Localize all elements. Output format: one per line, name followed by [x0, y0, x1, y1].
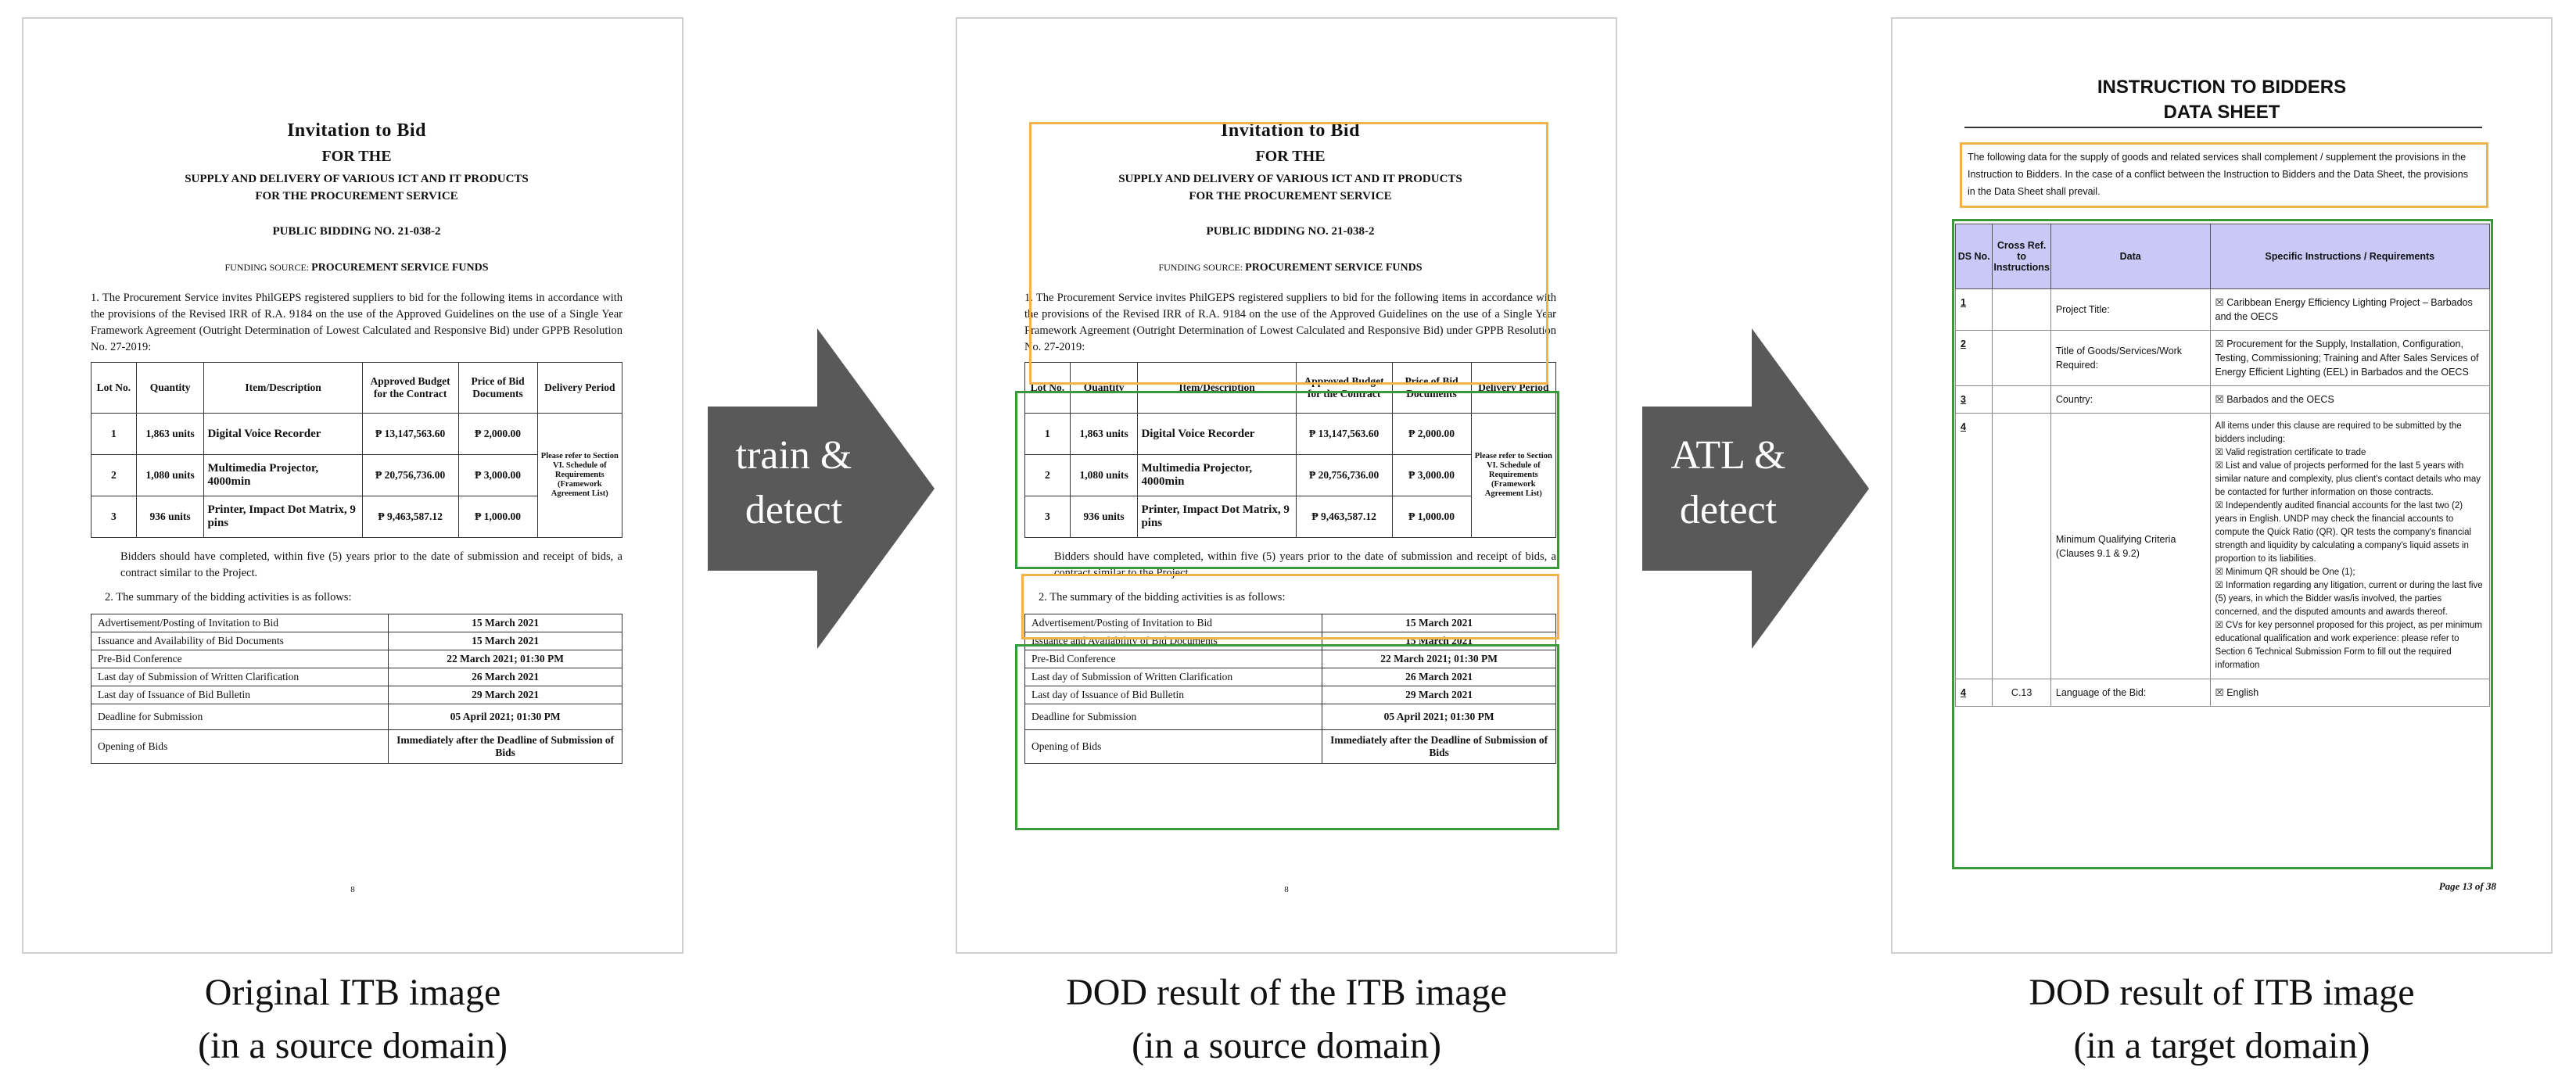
arrow-label-line: train &	[735, 433, 852, 478]
funding-value: PROCUREMENT SERVICE FUNDS	[1245, 262, 1423, 274]
price-cell: ₱ 1,000.00	[458, 496, 537, 538]
arrow-label-1	[708, 428, 880, 538]
title-divider	[1964, 127, 2482, 128]
page-number: 8	[350, 885, 355, 894]
activity-value: Immediately after the Deadline of Submission of Bids	[1322, 730, 1556, 764]
itb-para-1: 1. The Procurement Service invites PhilGEPS registered suppliers to bid for the following items in accordance with the provisions of the Revised IRR of R.A. 9184 on the use of the Approved Guidelines on the use of a Single Year Framework Agreement (Outright Determination of Lowest Calculated and Responsive Bid) under GPPB Resolution No. 27-2019:	[1024, 292, 1556, 353]
lot-cell: 2	[91, 455, 137, 496]
activity-value: 29 March 2021	[1322, 686, 1556, 704]
col-header: Quantity	[1070, 363, 1138, 414]
activity-value: 05 April 2021; 01:30 PM	[1322, 704, 1556, 730]
activity-value: 26 March 2021	[389, 668, 622, 686]
detected-text-region	[1960, 142, 2488, 208]
ds-req: ☒ Procurement for the Supply, Installation, Configuration, Testing, Commissioning; Training and After Sales Services of Energy Efficient Lighting (EEL) in Barbados and the OECS	[2210, 331, 2489, 386]
activity-value: 15 March 2021	[1322, 614, 1556, 632]
activity-label: Advertisement/Posting of Invitation to Bid	[1025, 614, 1322, 632]
ds-no: 1	[1956, 289, 1993, 331]
activity-label: Deadline for Submission	[1025, 704, 1322, 730]
items-table	[91, 362, 622, 538]
activity-label: Last day of Submission of Written Clarification	[1025, 668, 1322, 686]
activity-label: Opening of Bids	[1025, 730, 1322, 764]
itb-public-bidding: PUBLIC BIDDING NO. 21-038-2	[1206, 225, 1375, 238]
col-header: Item/Description	[204, 363, 362, 414]
itb-for: FOR THE	[1255, 148, 1326, 165]
abc-cell: ₱ 20,756,736.00	[362, 455, 458, 496]
activity-label: Pre-Bid Conference	[1025, 650, 1322, 668]
qty-cell: 936 units	[1070, 496, 1138, 538]
detected-text-region	[1029, 122, 1548, 385]
ds-no: 4	[1956, 679, 1993, 707]
ds-no: 2	[1956, 331, 1993, 386]
abc-cell: ₱ 20,756,736.00	[1296, 455, 1392, 496]
table-row	[91, 668, 622, 686]
activity-value: 22 March 2021; 01:30 PM	[389, 650, 622, 668]
lot-cell: 3	[1025, 496, 1071, 538]
activity-value: 29 March 2021	[389, 686, 622, 704]
abc-cell: ₱ 9,463,587.12	[362, 496, 458, 538]
lot-cell: 2	[1025, 455, 1071, 496]
col-header: Cross Ref. to Instructions	[1993, 224, 2051, 289]
ds-ref: C.13	[1993, 679, 2051, 707]
caption-dod-source	[956, 966, 1617, 1073]
activity-value: 15 March 2021	[1322, 632, 1556, 650]
activities-table	[91, 614, 622, 764]
lot-cell: 1	[91, 414, 137, 455]
activity-value: 26 March 2021	[1322, 668, 1556, 686]
qty-cell: 1,080 units	[136, 455, 204, 496]
table-row	[91, 704, 622, 730]
col-header: Lot No.	[91, 363, 137, 414]
col-header: Specific Instructions / Requirements	[2210, 224, 2489, 289]
table-row	[91, 686, 622, 704]
price-cell: ₱ 3,000.00	[1392, 455, 1471, 496]
activity-label: Last day of Issuance of Bid Bulletin	[1025, 686, 1322, 704]
desc-cell: Digital Voice Recorder	[1138, 414, 1296, 455]
itb-subtitle-1: SUPPLY AND DELIVERY OF VARIOUS ICT AND IT PRODUCTS	[1118, 173, 1462, 185]
delivery-cell: Please refer to Section VI. Schedule of Requirements (Framework Agreement List)	[1471, 414, 1555, 538]
table-row	[91, 650, 622, 668]
ds-req: ☒ Caribbean Energy Efficiency Lighting Project – Barbados and the OECS	[2210, 289, 2489, 331]
activity-value: Immediately after the Deadline of Submission of Bids	[389, 730, 622, 764]
funding-value: PROCUREMENT SERVICE FUNDS	[311, 262, 489, 274]
itb-para-2: 2. The summary of the bidding activities is as follows:	[105, 591, 352, 604]
ds-no: 4	[1956, 414, 1993, 679]
col-header: Quantity	[136, 363, 204, 414]
dod-source-page	[956, 17, 1617, 954]
arrow-label-line: detect	[1679, 488, 1778, 532]
col-header: Approved Budget for the Contract	[362, 363, 458, 414]
funding-label: FUNDING SOURCE:	[1158, 262, 1243, 273]
col-header: Delivery Period	[537, 363, 622, 414]
detected-text-region	[1021, 574, 1559, 639]
caption-line: (in a source domain)	[1132, 1025, 1441, 1066]
itb-para-bidders: Bidders should have completed, within five (5) years prior to the date of submission and receipt of bids, a contract similar to the Project.	[120, 550, 622, 579]
itb-para-2: 2. The summary of the bidding activities is as follows:	[1039, 591, 1286, 604]
col-header: Approved Budget for the Contract	[1296, 363, 1392, 414]
qty-cell: 1,863 units	[1070, 414, 1138, 455]
activity-label: Last day of Submission of Written Clarification	[91, 668, 389, 686]
itb-subtitle-2: FOR THE PROCUREMENT SERVICE	[1189, 190, 1392, 202]
datasheet-title	[1893, 75, 2551, 125]
itb-para-1: 1. The Procurement Service invites PhilGEPS registered suppliers to bid for the following items in accordance with the provisions of the Revised IRR of R.A. 9184 on the use of the Approved Guidelines on the use of a Single Year Framework Agreement (Outright Determination of Lowest Calculated and Responsive Bid) under GPPB Resolution No. 27-2019:	[91, 292, 622, 353]
activity-label: Opening of Bids	[91, 730, 389, 764]
datasheet-intro: The following data for the supply of goods and related services shall complement / supplement the provisions in the Instruction to Bidders. In the case of a conflict between the Instruction to Bidders and the Data Sheet, the provisions in the Data Sheet shall prevail.	[1968, 152, 2468, 197]
arrow-label-2	[1642, 428, 1814, 538]
ds-data: Minimum Qualifying Criteria (Clauses 9.1 & 9.2)	[2050, 414, 2210, 679]
col-header: Price of Bid Documents	[1392, 363, 1471, 414]
activity-label: Advertisement/Posting of Invitation to Bid	[91, 614, 389, 632]
itb-public-bidding: PUBLIC BIDDING NO. 21-038-2	[272, 225, 441, 238]
table-row	[91, 730, 622, 764]
detected-table-region	[1952, 219, 2493, 869]
desc-cell: Multimedia Projector, 4000min	[204, 455, 362, 496]
activity-value: 15 March 2021	[389, 632, 622, 650]
arrow-label-line: detect	[744, 488, 843, 532]
table-row	[91, 614, 622, 632]
caption-line: (in a target domain)	[2073, 1025, 2370, 1066]
lot-cell: 3	[91, 496, 137, 538]
abc-cell: ₱ 13,147,563.60	[1296, 414, 1392, 455]
itb-funding	[91, 262, 622, 274]
desc-cell: Multimedia Projector, 4000min	[1138, 455, 1296, 496]
qty-cell: 936 units	[136, 496, 204, 538]
activity-value: 05 April 2021; 01:30 PM	[389, 704, 622, 730]
abc-cell: ₱ 13,147,563.60	[362, 414, 458, 455]
ds-req: ☒ Barbados and the OECS	[2210, 386, 2489, 414]
col-header: Lot No.	[1025, 363, 1071, 414]
activity-value: 15 March 2021	[389, 614, 622, 632]
col-header: Delivery Period	[1471, 363, 1555, 414]
qty-cell: 1,080 units	[1070, 455, 1138, 496]
caption-original	[22, 966, 683, 1073]
price-cell: ₱ 3,000.00	[458, 455, 537, 496]
activity-label: Pre-Bid Conference	[91, 650, 389, 668]
datasheet-title-line: DATA SHEET	[2163, 102, 2280, 123]
page-indicator: Page 13 of 38	[2438, 880, 2496, 892]
dod-target-page	[1891, 17, 2553, 954]
activity-value: 22 March 2021; 01:30 PM	[1322, 650, 1556, 668]
ds-data: Project Title:	[2050, 289, 2210, 331]
datasheet-title-line: INSTRUCTION TO BIDDERS	[2097, 77, 2347, 98]
itb-para-bidders: Bidders should have completed, within five (5) years prior to the date of submission and receipt of bids, a contract similar to the Project.	[1054, 550, 1556, 579]
desc-cell: Printer, Impact Dot Matrix, 9 pins	[1138, 496, 1296, 538]
ds-data: Title of Goods/Services/Work Required:	[2050, 331, 2210, 386]
itb-subtitle-2: FOR THE PROCUREMENT SERVICE	[255, 190, 458, 202]
desc-cell: Printer, Impact Dot Matrix, 9 pins	[204, 496, 362, 538]
ds-data: Country:	[2050, 386, 2210, 414]
page-number: 8	[1284, 885, 1289, 894]
desc-cell: Digital Voice Recorder	[204, 414, 362, 455]
price-cell: ₱ 2,000.00	[1392, 414, 1471, 455]
detected-table-region	[1015, 644, 1559, 830]
abc-cell: ₱ 9,463,587.12	[1296, 496, 1392, 538]
original-itb-page	[22, 17, 683, 954]
itb-title: Invitation to Bid	[1221, 120, 1360, 141]
arrow-label-line: ATL &	[1670, 433, 1786, 478]
col-header: DS No.	[1956, 224, 1993, 289]
itb-content	[91, 120, 622, 764]
detected-table-region	[1015, 391, 1559, 569]
ds-no: 3	[1956, 386, 1993, 414]
caption-line: Original ITB image	[204, 972, 501, 1013]
activity-label: Issuance and Availability of Bid Documents	[1025, 632, 1322, 650]
col-header: Price of Bid Documents	[458, 363, 537, 414]
activity-label: Last day of Issuance of Bid Bulletin	[91, 686, 389, 704]
table-row	[91, 414, 622, 455]
caption-line: DOD result of ITB image	[2029, 972, 2415, 1013]
ds-req: All items under this clause are required to be submitted by the bidders including: ☒ Valid registration certificate to trade ☒ List and value of projects performed for the last 5 years with similar nature and complexity, plus client's contact details who may be contacted for further information on those contracts. ☒ Independently audited financial accounts for the last two (2) years in English. UNDP may check the financial accounts to compute the Quick Ratio (QR). QR tests the company's financial strength and liquidity by calculating a company's liquid assets in proportion to its liabilities. ☒ Minimum QR should be One (1); ☒ Information regarding any litigation, current or during the last five (5) years, in which the Bidder was/is involved, the parties concerned, and the disputed amounts and awards thereof. ☒ CVs for key personnel proposed for this project, as per minimum educational qualification and work experience: please refer to Section 6 Technical Submission Form to fill out the required information	[2210, 414, 2489, 679]
activity-label: Issuance and Availability of Bid Documents	[91, 632, 389, 650]
price-cell: ₱ 2,000.00	[458, 414, 537, 455]
table-row	[91, 632, 622, 650]
price-cell: ₱ 1,000.00	[1392, 496, 1471, 538]
activity-label: Deadline for Submission	[91, 704, 389, 730]
delivery-cell: Please refer to Section VI. Schedule of Requirements (Framework Agreement List)	[537, 414, 622, 538]
caption-line: (in a source domain)	[198, 1025, 508, 1066]
itb-title: Invitation to Bid	[287, 120, 426, 141]
ds-data: Language of the Bid:	[2050, 679, 2210, 707]
funding-label: FUNDING SOURCE:	[224, 262, 310, 273]
caption-line: DOD result of the ITB image	[1066, 972, 1507, 1013]
caption-dod-target	[1891, 966, 2553, 1073]
itb-subtitle-1: SUPPLY AND DELIVERY OF VARIOUS ICT AND IT PRODUCTS	[185, 173, 529, 185]
lot-cell: 1	[1025, 414, 1071, 455]
qty-cell: 1,863 units	[136, 414, 204, 455]
col-header: Data	[2050, 224, 2210, 289]
itb-for: FOR THE	[321, 148, 392, 165]
ds-req: ☒ English	[2210, 679, 2489, 707]
col-header: Item/Description	[1138, 363, 1296, 414]
